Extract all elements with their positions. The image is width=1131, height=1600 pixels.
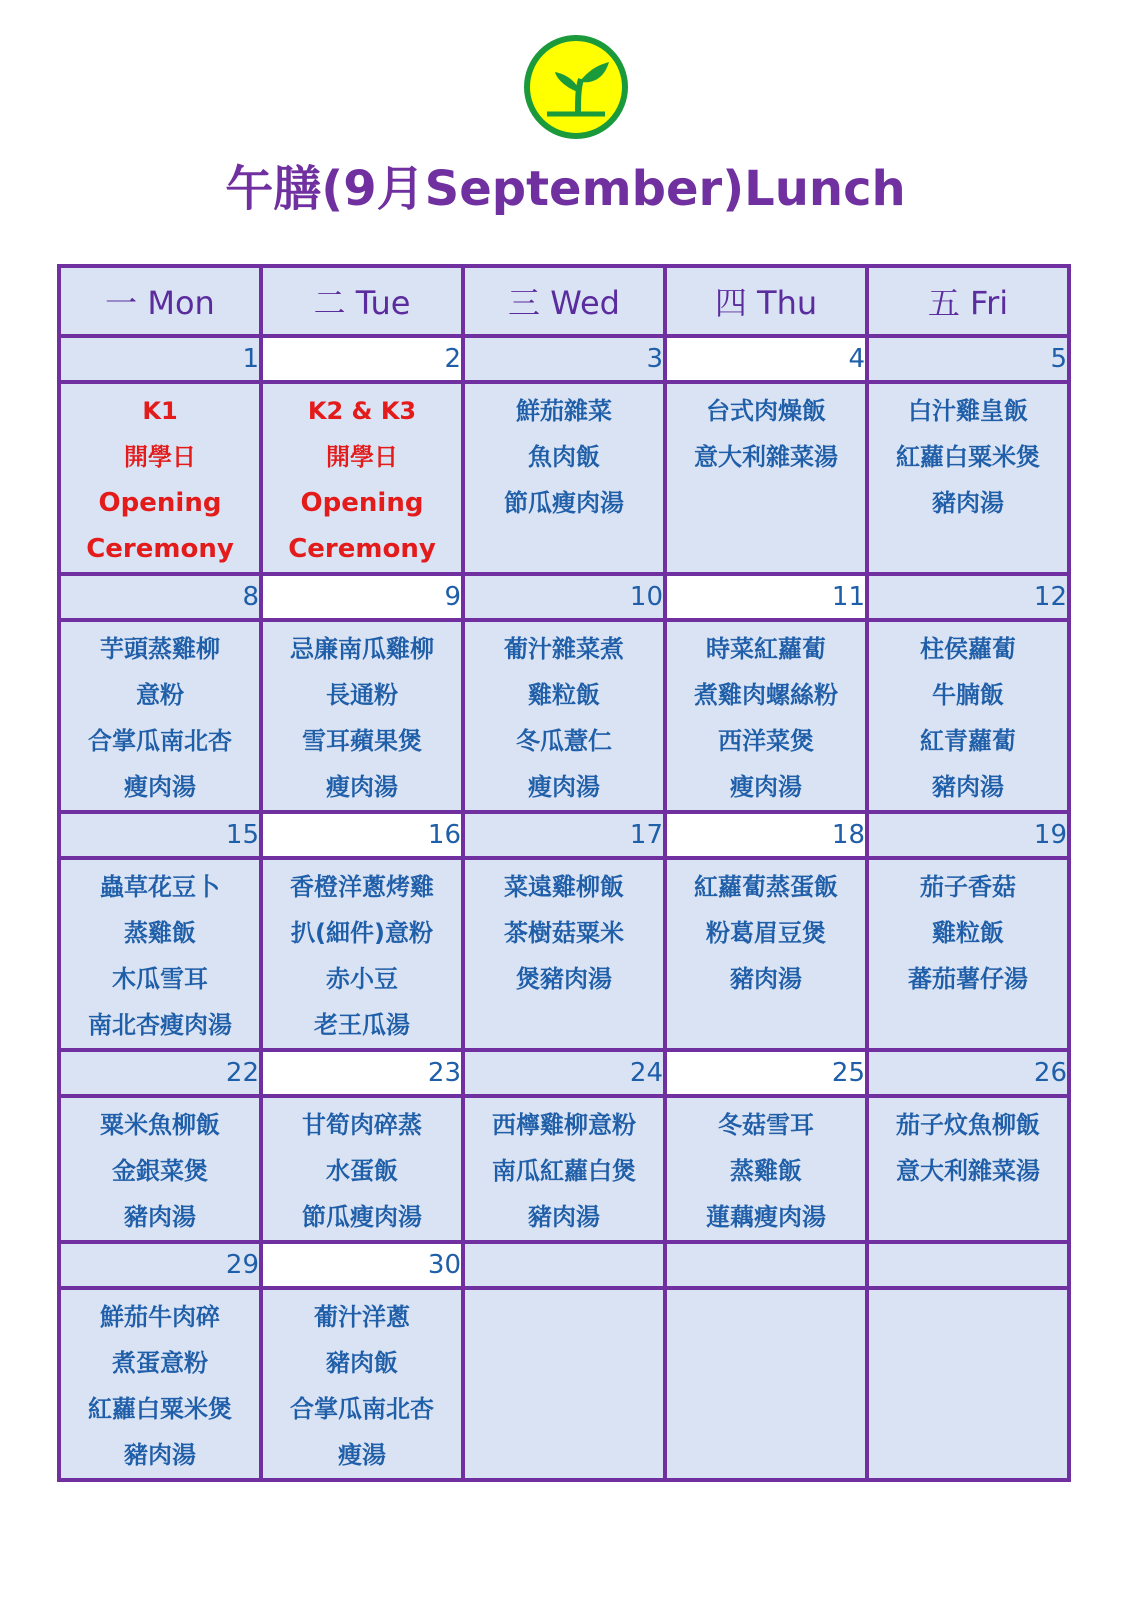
menu-item: 煮雞肉螺絲粉 bbox=[694, 681, 838, 709]
menu-item: 甘筍肉碎蒸 bbox=[302, 1111, 422, 1139]
menu-item: 南瓜紅蘿白煲 bbox=[492, 1157, 636, 1185]
menu-cell-wed bbox=[463, 382, 665, 574]
menu-row bbox=[59, 1288, 1069, 1480]
menu-cell-thu bbox=[665, 858, 867, 1050]
date-row bbox=[59, 812, 1069, 858]
menu-item: 芋頭蒸雞柳 bbox=[100, 635, 220, 663]
menu-cell-thu bbox=[665, 620, 867, 812]
menu-item: 冬瓜薏仁 bbox=[516, 727, 612, 755]
menu-item: 豬肉湯 bbox=[124, 1203, 196, 1231]
menu-item: 瘦肉湯 bbox=[124, 773, 196, 801]
menu-item: 紅蘿白粟米煲 bbox=[88, 1395, 232, 1423]
menu-item: 意大利雜菜湯 bbox=[694, 443, 838, 471]
date-number-thu: 4 bbox=[665, 336, 867, 382]
menu-cell-fri bbox=[867, 1096, 1069, 1242]
menu-item: 台式肉燥飯 bbox=[706, 397, 826, 425]
menu-item: 雞粒飯 bbox=[932, 919, 1004, 947]
date-number-thu: 25 bbox=[665, 1050, 867, 1096]
menu-item: 西洋菜煲 bbox=[718, 727, 814, 755]
menu-cell-tue bbox=[261, 382, 463, 574]
menu-item: 瘦肉湯 bbox=[326, 773, 398, 801]
menu-cell-thu bbox=[665, 1096, 867, 1242]
menu-item: 時菜紅蘿蔔 bbox=[706, 635, 826, 663]
menu-cell-fri bbox=[867, 1288, 1069, 1480]
menu-item: 紅蘿白粟米煲 bbox=[896, 443, 1040, 471]
menu-item: Opening bbox=[300, 488, 424, 518]
menu-item: 意大利雜菜湯 bbox=[896, 1157, 1040, 1185]
menu-row bbox=[59, 1096, 1069, 1242]
menu-cell-tue bbox=[261, 620, 463, 812]
menu-row bbox=[59, 620, 1069, 812]
menu-item: 蟲草花豆卜 bbox=[100, 873, 220, 901]
menu-cell-wed bbox=[463, 620, 665, 812]
menu-item: K2 & K3 bbox=[307, 397, 417, 425]
menu-item: Ceremony bbox=[288, 534, 436, 564]
menu-cell-wed bbox=[463, 858, 665, 1050]
date-row bbox=[59, 574, 1069, 620]
menu-cell-thu bbox=[665, 382, 867, 574]
menu-item: 赤小豆 bbox=[326, 965, 398, 993]
menu-item: 南北杏瘦肉湯 bbox=[88, 1011, 232, 1039]
date-row bbox=[59, 1050, 1069, 1096]
date-number-tue: 9 bbox=[261, 574, 463, 620]
menu-item: 意粉 bbox=[136, 681, 184, 709]
menu-item: 豬肉湯 bbox=[730, 965, 802, 993]
menu-item: 開學日 bbox=[326, 443, 398, 471]
menu-item: 茶樹菇粟米 bbox=[504, 919, 624, 947]
menu-item: 冬菇雪耳 bbox=[718, 1111, 814, 1139]
date-number-wed: 3 bbox=[463, 336, 665, 382]
menu-cell-mon bbox=[59, 382, 261, 574]
sprout-icon bbox=[523, 34, 629, 140]
menu-item: 香橙洋蔥烤雞 bbox=[290, 873, 434, 901]
menu-cell-wed bbox=[463, 1288, 665, 1480]
header-tue: 二 Tue bbox=[261, 266, 463, 336]
menu-item: 蓮藕瘦肉湯 bbox=[706, 1203, 826, 1231]
date-number-wed: 24 bbox=[463, 1050, 665, 1096]
menu-cell-fri bbox=[867, 858, 1069, 1050]
menu-item: 鮮茄牛肉碎 bbox=[100, 1303, 220, 1331]
menu-item: 扒(細件)意粉 bbox=[291, 919, 433, 947]
date-number-wed: 17 bbox=[463, 812, 665, 858]
header-wed: 三 Wed bbox=[463, 266, 665, 336]
menu-row bbox=[59, 382, 1069, 574]
menu-item: K1 bbox=[142, 397, 178, 425]
menu-item: 開學日 bbox=[124, 443, 196, 471]
menu-item: 粟米魚柳飯 bbox=[100, 1111, 220, 1139]
menu-item: 粉葛眉豆煲 bbox=[706, 919, 826, 947]
date-number-thu bbox=[665, 1242, 867, 1288]
date-number-mon: 29 bbox=[59, 1242, 261, 1288]
menu-item: 雪耳蘋果煲 bbox=[302, 727, 422, 755]
menu-cell-mon bbox=[59, 620, 261, 812]
header-thu: 四 Thu bbox=[665, 266, 867, 336]
date-number-wed: 10 bbox=[463, 574, 665, 620]
lunch-calendar bbox=[57, 264, 1071, 1482]
date-number-tue: 30 bbox=[261, 1242, 463, 1288]
menu-item: 魚肉飯 bbox=[528, 443, 600, 471]
date-number-tue: 23 bbox=[261, 1050, 463, 1096]
menu-item: Ceremony bbox=[86, 534, 234, 564]
date-number-fri: 19 bbox=[867, 812, 1069, 858]
menu-item: 西檸雞柳意粉 bbox=[492, 1111, 636, 1139]
menu-item: 長通粉 bbox=[326, 681, 398, 709]
menu-item: 葡汁洋蔥 bbox=[314, 1303, 410, 1331]
menu-item: 豬肉湯 bbox=[528, 1203, 600, 1231]
menu-item: 木瓜雪耳 bbox=[112, 965, 208, 993]
menu-item: 鮮茄雜菜 bbox=[516, 397, 612, 425]
menu-item: 金銀菜煲 bbox=[112, 1157, 208, 1185]
date-number-mon: 1 bbox=[59, 336, 261, 382]
menu-item: 煲豬肉湯 bbox=[516, 965, 612, 993]
menu-cell-thu bbox=[665, 1288, 867, 1480]
menu-item: 蒸雞飯 bbox=[730, 1157, 802, 1185]
date-number-thu: 11 bbox=[665, 574, 867, 620]
menu-item: 節瓜瘦肉湯 bbox=[504, 489, 624, 517]
menu-cell-mon bbox=[59, 858, 261, 1050]
date-row bbox=[59, 1242, 1069, 1288]
menu-cell-fri bbox=[867, 620, 1069, 812]
date-number-mon: 8 bbox=[59, 574, 261, 620]
menu-item: 忌廉南瓜雞柳 bbox=[290, 635, 434, 663]
menu-item: 豬肉湯 bbox=[124, 1441, 196, 1469]
menu-item: 紅青蘿蔔 bbox=[920, 727, 1016, 755]
menu-cell-tue bbox=[261, 1288, 463, 1480]
menu-item: 合掌瓜南北杏 bbox=[290, 1395, 434, 1423]
menu-item: 蒸雞飯 bbox=[124, 919, 196, 947]
date-number-fri: 26 bbox=[867, 1050, 1069, 1096]
menu-item: 紅蘿蔔蒸蛋飯 bbox=[694, 873, 838, 901]
weekday-header-row bbox=[59, 266, 1069, 336]
date-number-fri: 5 bbox=[867, 336, 1069, 382]
date-number-thu: 18 bbox=[665, 812, 867, 858]
menu-cell-tue bbox=[261, 858, 463, 1050]
menu-item: 瘦肉湯 bbox=[528, 773, 600, 801]
menu-item: 柱侯蘿蔔 bbox=[920, 635, 1016, 663]
menu-item: 茄子香菇 bbox=[920, 873, 1016, 901]
menu-item: 合掌瓜南北杏 bbox=[88, 727, 232, 755]
menu-row bbox=[59, 858, 1069, 1050]
menu-cell-wed bbox=[463, 1096, 665, 1242]
menu-item: 瘦湯 bbox=[338, 1441, 386, 1469]
menu-item: 牛腩飯 bbox=[932, 681, 1004, 709]
menu-item: 瘦肉湯 bbox=[730, 773, 802, 801]
menu-item: 蕃茄薯仔湯 bbox=[908, 965, 1028, 993]
date-number-fri: 12 bbox=[867, 574, 1069, 620]
date-number-mon: 15 bbox=[59, 812, 261, 858]
menu-item: 葡汁雜菜煮 bbox=[504, 635, 624, 663]
menu-item: 老王瓜湯 bbox=[314, 1011, 410, 1039]
menu-cell-mon bbox=[59, 1096, 261, 1242]
menu-item: 節瓜瘦肉湯 bbox=[302, 1203, 422, 1231]
menu-cell-mon bbox=[59, 1288, 261, 1480]
menu-item: 菜遠雞柳飯 bbox=[504, 873, 624, 901]
date-number-fri bbox=[867, 1242, 1069, 1288]
menu-item: 豬肉湯 bbox=[932, 489, 1004, 517]
menu-item: 雞粒飯 bbox=[528, 681, 600, 709]
menu-item: 豬肉飯 bbox=[326, 1349, 398, 1377]
date-number-tue: 2 bbox=[261, 336, 463, 382]
menu-item: 豬肉湯 bbox=[932, 773, 1004, 801]
menu-item: 水蛋飯 bbox=[326, 1157, 398, 1185]
menu-cell-fri bbox=[867, 382, 1069, 574]
date-number-wed bbox=[463, 1242, 665, 1288]
menu-item: 白汁雞皇飯 bbox=[908, 397, 1028, 425]
menu-item: Opening bbox=[98, 488, 222, 518]
menu-item: 煮蛋意粉 bbox=[112, 1349, 208, 1377]
header-mon: 一 Mon bbox=[59, 266, 261, 336]
date-row bbox=[59, 336, 1069, 382]
menu-item: 茄子炆魚柳飯 bbox=[896, 1111, 1040, 1139]
date-number-mon: 22 bbox=[59, 1050, 261, 1096]
date-number-tue: 16 bbox=[261, 812, 463, 858]
header-fri: 五 Fri bbox=[867, 266, 1069, 336]
menu-cell-tue bbox=[261, 1096, 463, 1242]
page-title: 午膳(9月September)Lunch bbox=[225, 161, 906, 217]
